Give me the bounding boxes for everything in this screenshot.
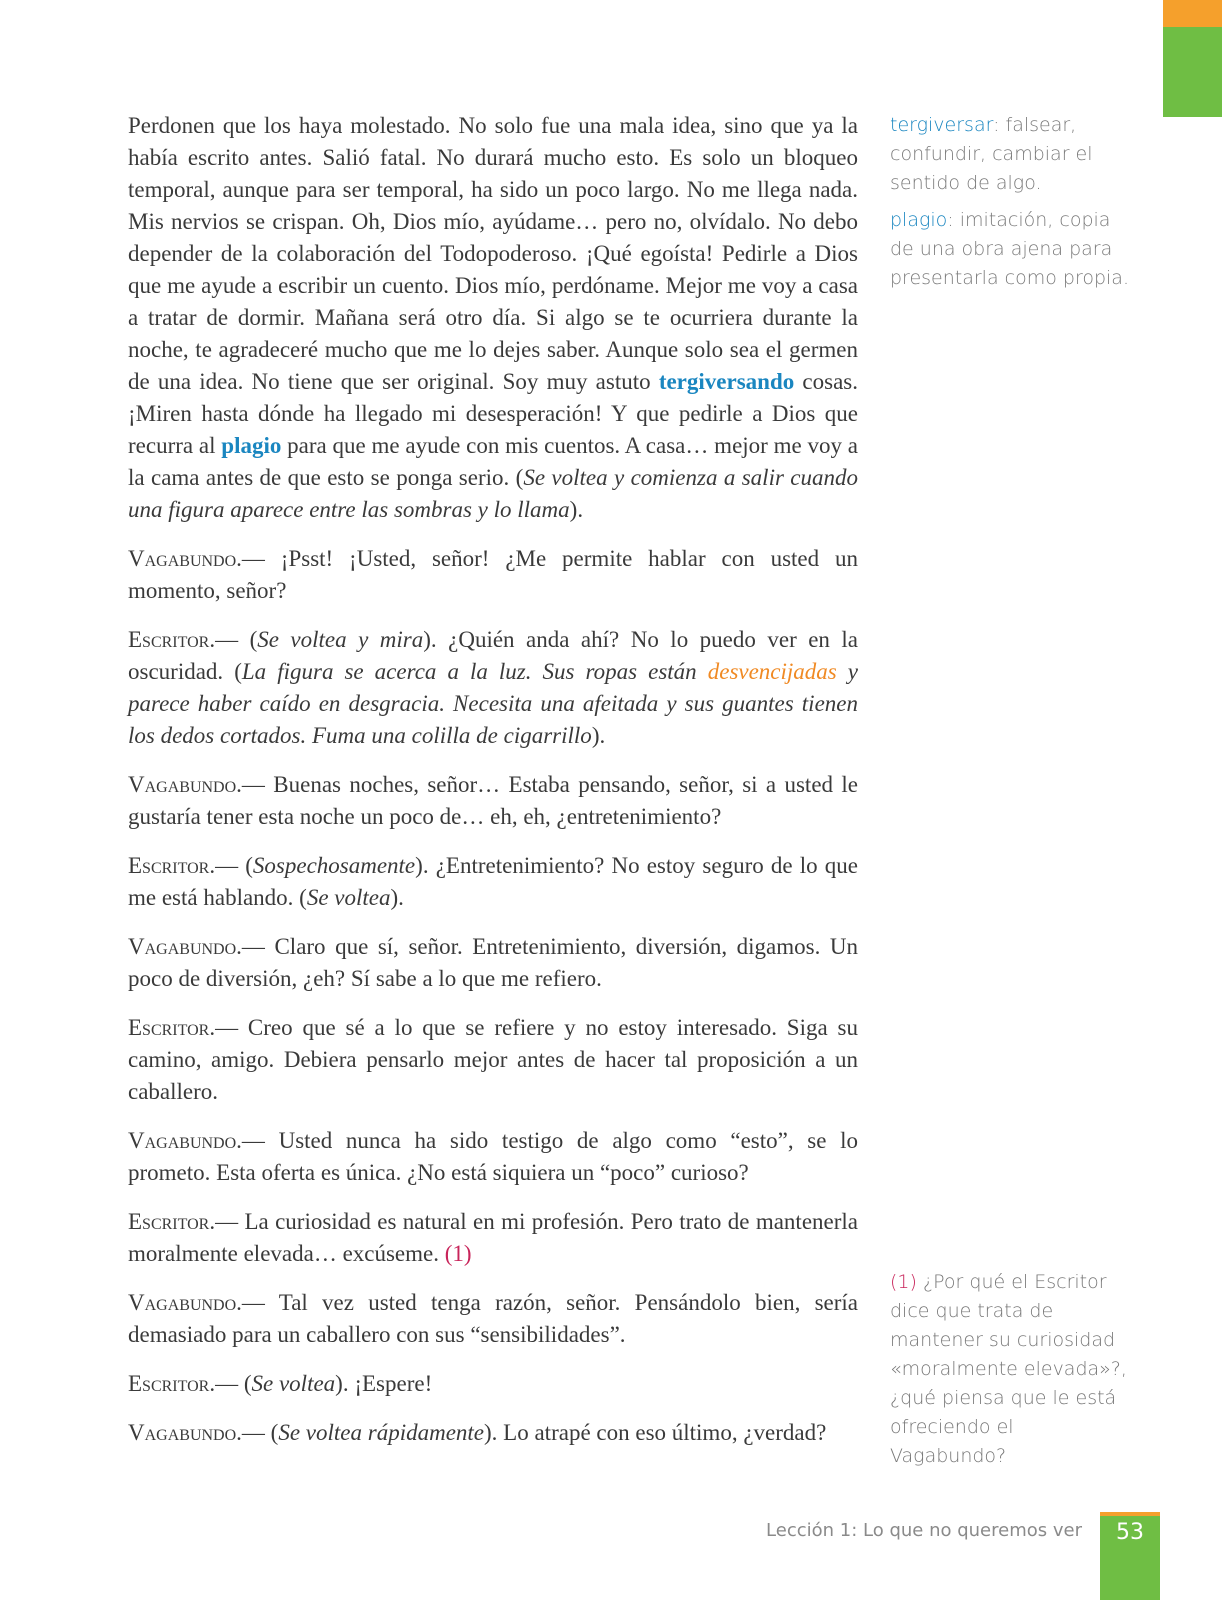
question-reference: (1) [444,1241,472,1266]
glossary-term-tergiversando: tergiversando [658,369,795,394]
question-sidebar [890,1268,1130,1479]
speaker-name: Vagabundo.— [128,1290,265,1315]
dialogue-line: Escritor.— (Se voltea y mira). ¿Quién anda ahí? No lo puedo ver en la oscuridad. (La figura se acerca a la luz. Sus ropas están desvencijadas y parece haber caído en desgracia. Necesita una afeitada y sus guantes tienen los dedos cortados. Fuma una colilla de cigarrillo). [128,627,859,748]
glossary-term: tergiversar [890,114,994,136]
dialogue-line: Escritor.— Creo que sé a lo que se refiere y no estoy interesado. Siga su camino, amigo. Debiera pensarlo mejor antes de hacer tal proposición a un caballero. [128,1015,858,1104]
dialogue-line: Escritor.— La curiosidad es natural en mi profesión. Pero trato de mantenerla moralmente elevada… excúseme. (1) [128,1209,858,1266]
dialogue-line: Vagabundo.— Claro que sí, señor. Entretenimiento, diversión, digamos. Un poco de diversión, ¿eh? Sí sabe a lo que me refiero. [128,934,858,991]
speaker-name: Escritor.— [128,1371,239,1396]
dialogue-line: Vagabundo.— ¡Psst! ¡Usted, señor! ¿Me permite hablar con usted un momento, señor? [128,546,858,603]
footer-lesson-title: Lección 1: Lo que no queremos ver [766,1520,1082,1541]
glossary-sidebar [890,111,1130,301]
dialogue-line: Vagabundo.— Tal vez usted tenga razón, señor. Pensándolo bien, sería demasiado para un caballero con sus “sensibilidades”. [128,1290,858,1347]
speaker-name: Escritor.— [128,627,239,652]
paragraph-monologue: Perdonen que los haya molestado. No solo fue una mala idea, sino que ya la había escrito antes. Salió fatal. No durará mucho esto. Es solo un bloqueo temporal, aunque para ser temporal, ha sido un poco largo. No me llega nada. Mis nervios se crispan. Oh, Dios mío, ayúdame… pero no, olvídalo. No debo depender de la colaboración del Todopoderoso. ¡Qué egoísta! Pedirle a Dios que me ayude a escribir un cuento. Dios mío, perdóname. Mejor me voy a casa a tratar de dormir. Mañana será otro día. Si algo se te ocurriera durante la noche, te agradeceré mucho que me lo dejes saber. Aunque solo sea el germen de una idea. No tiene que ser original. Soy muy astuto tergiversando cosas. ¡Miren hasta dónde ha llegado mi desesperación! Y que pedirle a Dios que recurra al plagio para que me ayude con mis cuentos. A casa… mejor me voy a la cama antes de que esto se ponga serio. (Se voltea y comienza a salir cuando una figura aparece entre las sombras y lo llama). [128,113,859,522]
speaker-name: Vagabundo.— [128,546,265,571]
speaker-name: Vagabundo.— [128,772,265,797]
main-text [128,110,858,1466]
top-green-tab [1163,27,1222,117]
page-number: 53 [1116,1520,1144,1545]
speaker-name: Vagabundo.— [128,1128,265,1153]
dialogue-line: Vagabundo.— Usted nunca ha sido testigo de algo como “esto”, se lo prometo. Esta oferta es única. ¿No está siquiera un “poco” curioso? [128,1128,858,1185]
glossary-entry [890,206,1130,293]
glossary-term-desvencijadas: desvencijadas [707,659,837,684]
glossary-entry [890,111,1130,198]
dialogue-line: Vagabundo.— (Se voltea rápidamente). Lo atrapé con eso último, ¿verdad? [128,1420,827,1445]
speaker-name: Escritor.— [128,853,239,878]
page-number-box [1100,1512,1160,1600]
glossary-definition: : falsear, confundir, cambiar el sentido de algo. [890,114,1093,194]
question-number: (1) [890,1271,917,1293]
question-text: (1) ¿Por qué el Escritor dice que trata de mantener su curiosidad «moralmente elevada»?, ¿qué piensa que le está ofreciendo el Vagabundo? [890,1271,1127,1467]
top-orange-tab [1163,0,1222,27]
stage-direction: Se voltea y comienza a salir cuando una figura aparece entre las sombras y lo llama [128,465,859,522]
speaker-name: Escritor.— [128,1209,239,1234]
speaker-name: Escritor.— [128,1015,239,1040]
glossary-term: plagio [890,209,948,231]
glossary-definition: : imitación, copia de una obra ajena para presentarla como propia. [890,209,1129,289]
speaker-name: Vagabundo.— [128,934,265,959]
glossary-term-plagio: plagio [221,433,282,458]
speaker-name: Vagabundo.— [128,1420,265,1445]
dialogue-line: Vagabundo.— Buenas noches, señor… Estaba pensando, señor, si a usted le gustaría tener esta noche un poco de… eh, eh, ¿entretenimiento? [128,772,858,829]
dialogue-line: Escritor.— (Sospechosamente). ¿Entretenimiento? No estoy seguro de lo que me está hablando. (Se voltea). [128,853,858,910]
dialogue-line: Escritor.— (Se voltea). ¡Espere! [128,1371,433,1396]
